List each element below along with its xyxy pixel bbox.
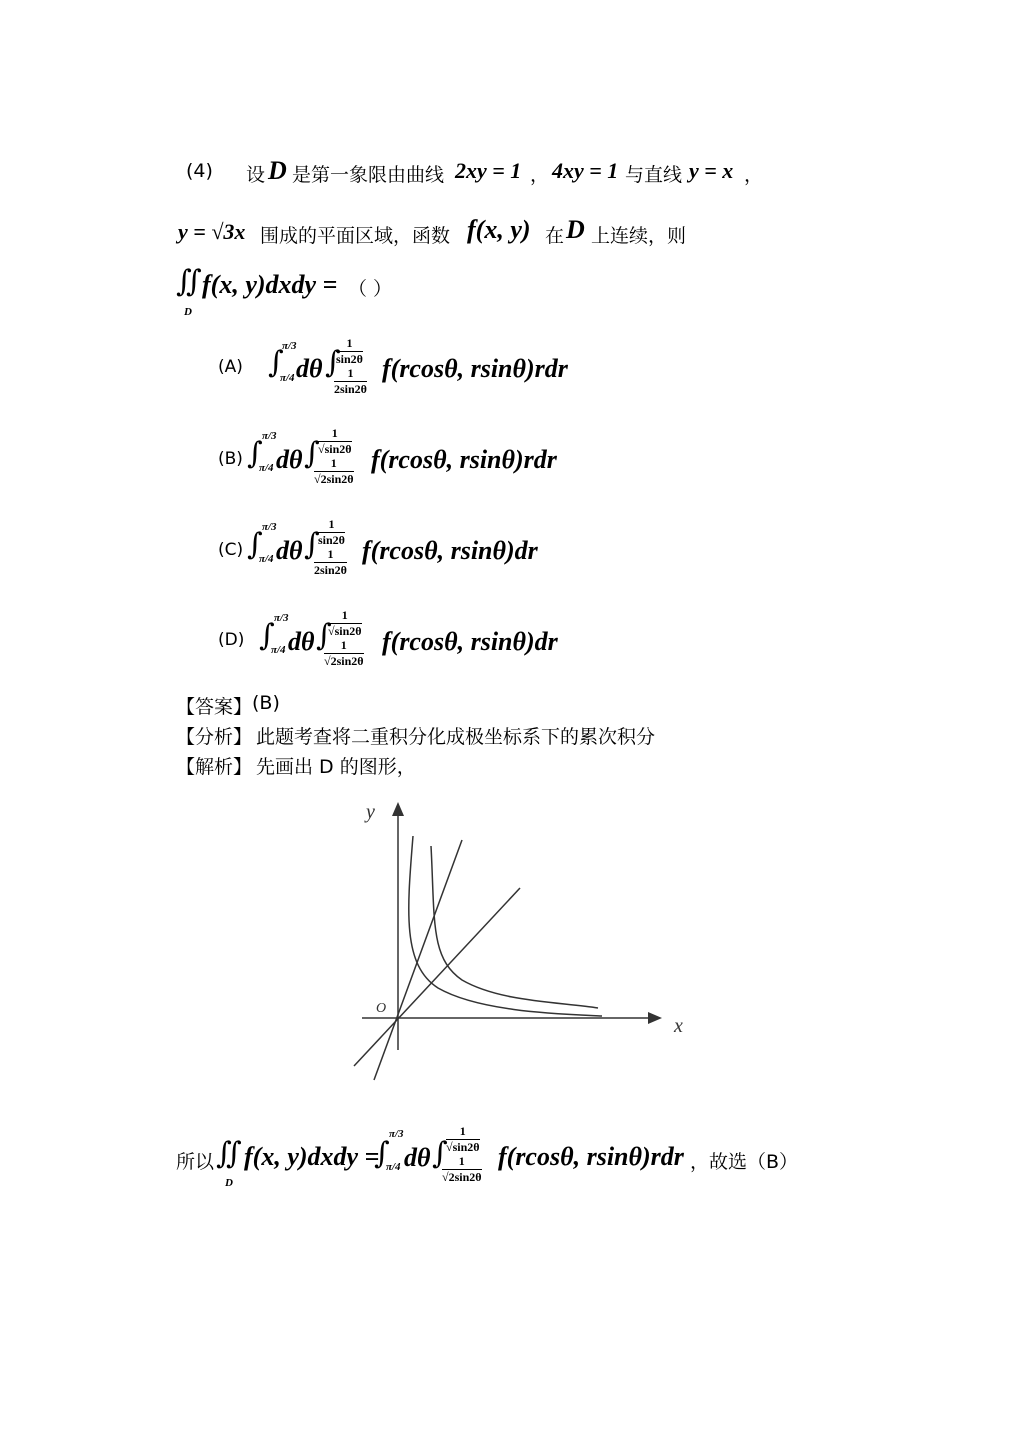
double-integral: ∬ (216, 1136, 242, 1171)
integral-sign: ∫ (247, 527, 263, 562)
integral-sign: ∫ (325, 345, 341, 380)
theta-lower-limit: π/4 (386, 1161, 401, 1173)
theta-upper-limit: π/3 (274, 612, 289, 624)
theta-upper-limit: π/3 (389, 1128, 404, 1140)
theta-upper-limit: π/3 (262, 430, 277, 442)
integral-sign: ∫ (259, 618, 275, 653)
equation: 2xy = 1 (455, 158, 522, 183)
origin-label: O (376, 1001, 387, 1016)
x-axis-arrow (648, 1012, 662, 1024)
d-theta: dθ (404, 1143, 431, 1172)
d-theta: dθ (296, 354, 323, 383)
theta-upper-limit: π/3 (282, 340, 297, 352)
integral-sign: ∫ (374, 1136, 390, 1171)
r-lower-limit: 1 2sin2θ (314, 547, 347, 577)
integral-sign: ∫ (316, 618, 332, 653)
r-upper-limit: 1 sin2θ (336, 336, 363, 366)
r-lower-limit: 1 2sin2θ (334, 366, 367, 396)
line-y-equals-sqrt3x (374, 840, 462, 1080)
option-label: (D) (218, 630, 245, 650)
answer-tag: 【答案】 (176, 696, 253, 718)
option-label: (C) (218, 540, 244, 560)
integrand: f(rcosθ, rsinθ)dr (382, 627, 558, 656)
r-upper-limit: 1 sin2θ (318, 517, 345, 547)
domain-subscript: D (225, 1177, 233, 1189)
r-lower-limit: 1 √2sin2θ (314, 456, 354, 486)
r-lower-limit: 1 √2sin2θ (442, 1154, 482, 1184)
option-label: (B) (218, 449, 243, 469)
conclusion-suffix: ，故选（B） (690, 1151, 799, 1173)
region-symbol: D (268, 156, 287, 185)
text: 围成的平面区域，函数 (260, 225, 451, 247)
equation: y = √3x (178, 219, 246, 244)
d-theta: dθ (288, 627, 315, 656)
line-y-equals-x (354, 888, 520, 1066)
analysis-text: 此题考查将二重积分化成极坐标系下的累次积分 (256, 726, 656, 748)
problem-number: (4) (186, 160, 213, 182)
rhs-integrand: f(rcosθ, rsinθ)rdr (498, 1142, 684, 1171)
text: ， (744, 164, 764, 186)
theta-lower-limit: π/4 (280, 372, 295, 384)
r-upper-limit: 1 √sin2θ (318, 426, 352, 456)
function: f(x, y) (467, 215, 531, 244)
equation: 4xy = 1 (552, 158, 619, 183)
lhs-expression: f(x, y)dxdy = (244, 1142, 380, 1171)
integral-sign: ∫ (268, 345, 284, 380)
r-lower-limit: 1 √2sin2θ (324, 638, 364, 668)
equation: y = x (689, 158, 734, 183)
text: 设 (246, 164, 266, 186)
theta-lower-limit: π/4 (259, 462, 274, 474)
answer-value: (B) (252, 692, 280, 714)
integral-sign: ∫ (247, 436, 263, 471)
solution-tag: 【解析】 (176, 756, 253, 778)
text: 在 (545, 225, 565, 247)
d-theta: dθ (276, 536, 303, 565)
theta-lower-limit: π/4 (271, 644, 286, 656)
solution-text: 先画出 D 的图形， (256, 756, 416, 778)
integrand: f(rcosθ, rsinθ)rdr (371, 445, 557, 474)
theta-lower-limit: π/4 (259, 553, 274, 565)
domain-subscript: D (184, 306, 192, 318)
y-axis-arrow (392, 802, 404, 816)
integral-sign: ∫ (304, 436, 320, 471)
region-symbol: D (566, 215, 585, 244)
d-theta: dθ (276, 445, 303, 474)
region-figure (340, 790, 720, 1110)
curve-2xy-equals-1 (431, 846, 598, 1008)
r-upper-limit: 1 √sin2θ (446, 1124, 480, 1154)
integral-sign: ∫ (432, 1136, 448, 1171)
r-upper-limit: 1 √sin2θ (328, 608, 362, 638)
double-integral: ∬ (176, 264, 202, 299)
text: 上连续，则 (591, 225, 687, 247)
integrand: f(x, y)dxdy = (202, 270, 338, 299)
option-label: (A) (218, 357, 243, 377)
integral-sign: ∫ (304, 527, 320, 562)
integrand: f(rcosθ, rsinθ)rdr (382, 354, 568, 383)
text: 是第一象限由曲线 (292, 164, 445, 186)
conclusion-prefix: 所以 (176, 1151, 215, 1173)
answer-blank: （ ） (348, 278, 393, 300)
integrand: f(rcosθ, rsinθ)dr (362, 536, 538, 565)
curve-4xy-equals-1 (409, 836, 602, 1016)
text: ， (530, 164, 550, 186)
y-axis-label: y (366, 801, 375, 823)
x-axis-label: x (674, 1015, 683, 1037)
text: 与直线 (625, 164, 683, 186)
analysis-tag: 【分析】 (176, 726, 253, 748)
theta-upper-limit: π/3 (262, 521, 277, 533)
